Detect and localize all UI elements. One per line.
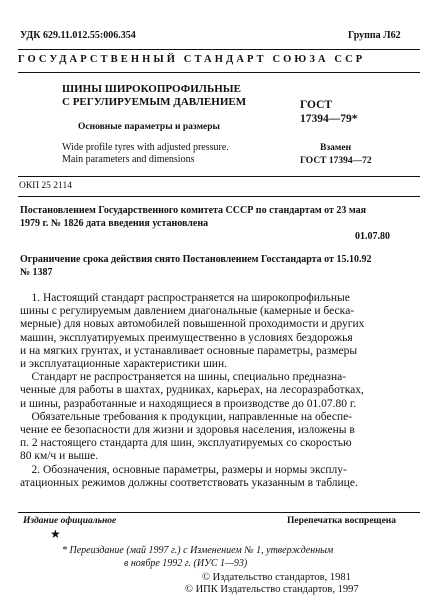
replaces-value: ГОСТ 17394—72 — [300, 156, 372, 166]
decree-line-1: Постановлением Государственного комитета СССР по стандартам от 23 мая — [20, 205, 367, 216]
gost-label: ГОСТ — [300, 99, 333, 111]
state-standard-heading: ГОСУДАРСТВЕННЫЙ СТАНДАРТ СОЮЗА ССР — [18, 54, 366, 65]
body-line: п. 2 настоящего стандарта для шин, эксплуатируемых со скоростью — [20, 437, 352, 450]
limit-line-2: № 1387 — [20, 267, 53, 278]
reissue-line-2: в ноябре 1992 г. (ИУС 1—93) — [124, 558, 248, 569]
reprint-forbidden: Перепечатка воспрещена — [287, 516, 397, 526]
title-ru — [62, 83, 246, 109]
replaces-block — [300, 142, 372, 168]
footer-rule — [18, 512, 420, 513]
title-en-line-1: Wide profile tyres with adjusted pressure. — [62, 142, 229, 153]
body-line: и эксплуатационные характеристики шин. — [20, 358, 227, 371]
reissue-note — [62, 544, 333, 570]
body-line: чение ее безопасности для жизни и здоровья населения, изложены в — [20, 424, 355, 437]
title-rule — [18, 176, 420, 177]
body-line: Обязательные требования к продукции, направленные на обеспе- — [20, 410, 353, 423]
body-line: и на мягких грунтах, и устанавливает основные параметры, размеры — [20, 344, 358, 357]
body-line: атационных режимов должны соответствовать указанным в таблице. — [20, 476, 358, 489]
subtitle-ru: Основные параметры и размеры — [78, 122, 220, 132]
official-edition: Издание официальное — [23, 516, 117, 526]
replaces-label: Взамен — [320, 143, 352, 153]
body-line: и шины, разработанные и находящиеся в производстве до 01.07.80 г. — [20, 397, 357, 410]
title-en-line-2: Main parameters and dimensions — [62, 154, 195, 165]
reissue-line-1: * Переиздание (май 1997 г.) с Изменением № 1, утвержденным — [62, 545, 334, 556]
copyright-1997: © ИПК Издательство стандартов, 1997 — [185, 584, 359, 595]
title-ru-line-1: ШИНЫ ШИРОКОПРОФИЛЬНЫЕ — [62, 83, 241, 95]
udc-code: УДК 629.11.012.55:006.354 — [20, 30, 136, 41]
group-code: Группа Л62 — [348, 30, 401, 41]
body-line: 2. Обозначения, основные параметры, размеры и нормы эксплу- — [20, 463, 347, 476]
body-line: 80 км/ч и выше. — [20, 450, 99, 463]
body-line: 1. Настоящий стандарт распространяется на широкопрофильные — [20, 292, 350, 304]
body-line: мерные) для новых автомобилей повышенной проходимости и других — [20, 318, 365, 331]
introduction-date: 01.07.80 — [355, 231, 390, 242]
body-line: шины с регулируемым давлением диагональные (камерные и бескa- — [20, 305, 355, 318]
body-line: ченные для работы в шахтах, рудниках, карьерах, на лесоразработках, — [20, 384, 364, 397]
decree-text — [20, 204, 366, 230]
copyright-1981: © Издательство стандартов, 1981 — [202, 572, 351, 583]
star-icon: ★ — [50, 527, 61, 541]
heading-rule — [18, 72, 420, 73]
gost-number-block — [300, 98, 358, 126]
body-line: машин, эксплуатируемых преимущественно в условиях бездорожья — [20, 331, 353, 344]
decree-line-2: 1979 г. № 1826 дата введения установлена — [20, 218, 209, 229]
top-rule — [18, 49, 420, 50]
limit-line-1: Ограничение срока действия снято Постановлением Госстандарта от 15.10.92 — [20, 254, 372, 265]
gost-number: 17394—79* — [300, 113, 358, 125]
body-line: Стандарт не распространяется на шины, специально предназна- — [20, 371, 347, 384]
title-en — [62, 142, 229, 166]
okp-rule — [18, 196, 420, 197]
limit-removed-text — [20, 253, 371, 279]
title-ru-line-2: С РЕГУЛИРУЕМЫМ ДАВЛЕНИЕМ — [62, 96, 247, 108]
okp-code: ОКП 25 2114 — [19, 181, 72, 191]
body-text — [20, 292, 418, 490]
